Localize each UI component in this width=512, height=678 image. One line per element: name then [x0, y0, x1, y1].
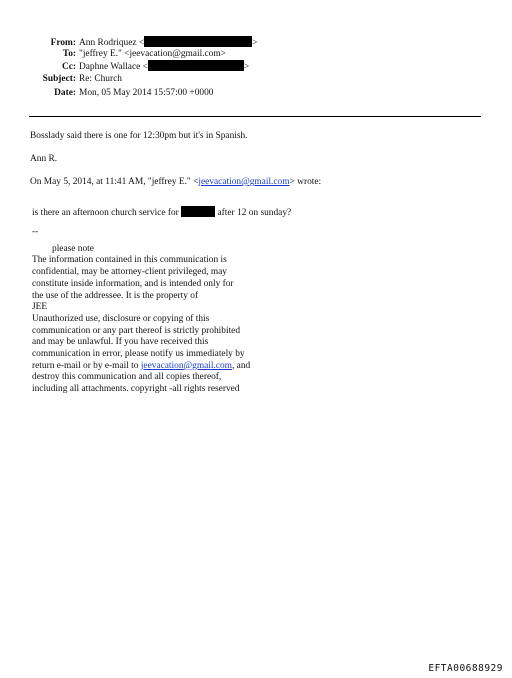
- quoted-prefix: is there an afternoon church service for: [32, 208, 179, 218]
- disclaimer-line: The information contained in this communication is: [32, 255, 227, 266]
- date-label: Date:: [54, 88, 76, 98]
- message-line-1: Bosslady said there is one for 12:30pm but it's in Spanish.: [30, 131, 248, 141]
- quote-intro: [30, 176, 321, 188]
- from-value: Ann Rodriquez <: [79, 38, 145, 48]
- cc-row: [0, 60, 249, 73]
- disclaimer-line: Unauthorized use, disclosure or copying of this: [32, 313, 210, 324]
- quote-intro-suffix: > wrote:: [289, 177, 322, 187]
- email-line-suffix: , and: [231, 360, 251, 371]
- cc-label: Cc:: [61, 62, 76, 72]
- redaction-box: [148, 60, 244, 71]
- disclaimer-block: [32, 227, 251, 396]
- date-row: [0, 87, 213, 99]
- quote-intro-prefix: On May 5, 2014, at 11:41 AM, "jeffrey E." <: [30, 177, 199, 187]
- quote-email-link[interactable]: jeevacation@gmail.com: [198, 177, 290, 187]
- subject-value: Re: Church: [79, 74, 122, 84]
- header-divider: [29, 116, 481, 117]
- disclaimer-line: confidential, may be attorney-client privileged, may: [32, 267, 227, 278]
- separator: --: [32, 227, 39, 237]
- redaction-box: [181, 206, 215, 217]
- from-label: From:: [50, 38, 76, 48]
- disclaimer-heading: please note: [52, 243, 94, 254]
- email-line-prefix: return e-mail or by e-mail to: [32, 360, 141, 371]
- disclaimer-line: communication in error, please notify us immediately by: [32, 349, 245, 360]
- disclaimer-line: including all attachments. copyright -all rights reserved: [32, 384, 240, 395]
- date-value: Mon, 05 May 2014 15:57:00 +0000: [79, 88, 214, 98]
- disclaimer-line: JEE: [32, 302, 48, 313]
- subject-row: [0, 73, 122, 85]
- message-signature: Ann R.: [30, 154, 58, 164]
- disclaimer-line: constitute inside information, and is intended only for: [32, 278, 234, 289]
- disclaimer-line: and may be unlawful. If you have received this: [32, 337, 209, 348]
- to-value: "jeffrey E." <jeevacation@gmail.com>: [79, 49, 226, 59]
- from-tail: >: [252, 38, 258, 48]
- cc-tail: >: [243, 62, 250, 72]
- disclaimer-line: the use of the addressee. It is the property of: [32, 290, 199, 301]
- subject-label: Subject:: [42, 74, 76, 84]
- to-label: To:: [62, 49, 76, 59]
- quoted-message: [32, 206, 291, 219]
- disclaimer-line: destroy this communication and all copies thereof,: [32, 372, 222, 383]
- redaction-box: [144, 36, 252, 47]
- cc-value: Daphne Wallace <: [79, 62, 148, 72]
- quoted-suffix: after 12 on sunday?: [217, 208, 292, 218]
- document-id: EFTA00688929: [428, 663, 503, 674]
- disclaimer-email-line: [32, 361, 250, 373]
- disclaimer-email-link[interactable]: jeevacation@gmail.com: [140, 360, 232, 371]
- to-row: [0, 48, 226, 60]
- disclaimer-line: communication or any part thereof is strictly prohibited: [32, 325, 241, 336]
